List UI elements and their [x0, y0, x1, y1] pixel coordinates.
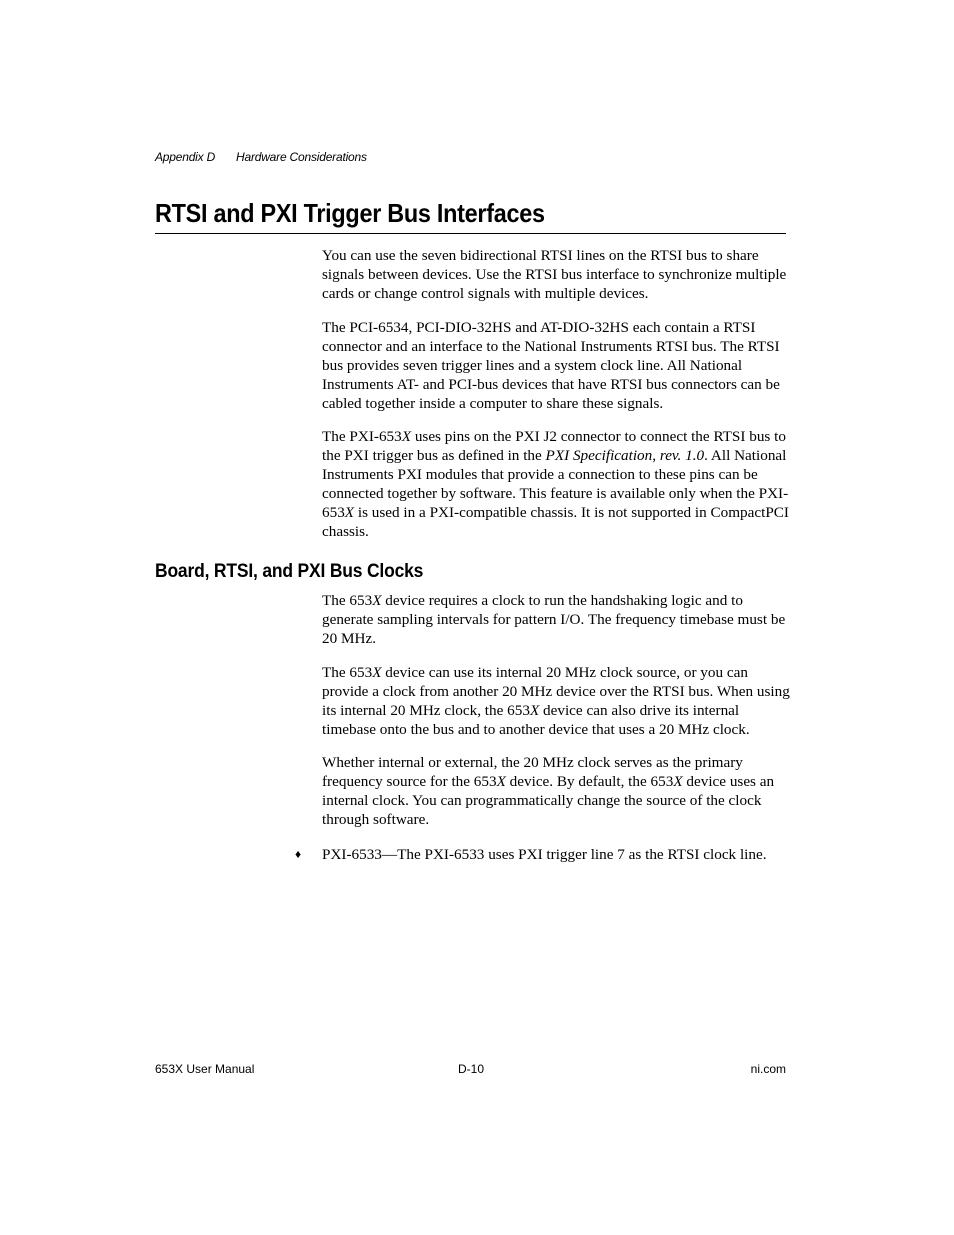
- bullet-text: PXI-6533—The PXI-6533 uses PXI trigger line 7 as the RTSI clock line.: [322, 846, 767, 863]
- intro-paragraph-1: [322, 246, 792, 303]
- running-header: [155, 150, 367, 164]
- clocks-p3-text: Whether internal or external, the 20 MHz clock serves as the primary frequency source for the 653X device. By default, the 653X device uses an internal clock. You can programmatically change the source of the clock through software.: [322, 754, 775, 828]
- intro-p2-text: The PCI-6534, PCI-DIO-32HS and AT-DIO-32HS each contain a RTSI connector and an interface to the National Instruments RTSI bus. The RTSI bus provides seven trigger lines and a system clock line. All National Instruments AT- and PCI-bus devices that have RTSI bus connectors can be cabled together inside a computer to share these signals.: [322, 319, 780, 412]
- header-appendix: Appendix D: [155, 150, 216, 164]
- intro-paragraph-2: [322, 318, 792, 413]
- footer-website: ni.com: [750, 1062, 786, 1076]
- intro-paragraph-3: [322, 427, 792, 541]
- header-section: Hardware Considerations: [236, 150, 367, 164]
- diamond-bullet-icon: ♦: [295, 847, 302, 861]
- section-heading: Board, RTSI, and PXI Bus Clocks: [155, 561, 424, 582]
- clocks-paragraph-1: [322, 591, 792, 648]
- clocks-paragraph-3: [322, 753, 792, 829]
- footer-manual-title: 653X User Manual: [155, 1062, 255, 1076]
- clocks-p1-text: The 653X device requires a clock to run the handshaking logic and to generate sampling intervals for pattern I/O. The frequency timebase must be 20 MHz.: [322, 592, 786, 647]
- title-rule: [155, 233, 786, 234]
- page-title: RTSI and PXI Trigger Bus Interfaces: [155, 198, 545, 228]
- clocks-p2-text: The 653X device can use its internal 20 MHz clock source, or you can provide a clock from another 20 MHz device over the RTSI bus. When using its internal 20 MHz clock, the 653X device can also drive its internal timebase onto the bus and to another device that uses a 20 MHz clock.: [322, 664, 790, 738]
- intro-p3-text: The PXI-653X uses pins on the PXI J2 connector to connect the RTSI bus to the PXI trigger bus as defined in the PXI Specification, rev. 1.0. All National Instruments PXI modules that provide a connection to these pins can be connected together by software. This feature is available only when the PXI-653X is used in a PXI-compatible chassis. It is not supported in CompactPCI chassis.: [322, 428, 789, 540]
- footer-page-number: D-10: [458, 1062, 485, 1076]
- intro-p1-text: You can use the seven bidirectional RTSI lines on the RTSI bus to share signals between devices. Use the RTSI bus interface to synchronize multiple cards or change control signals with multiple devices.: [322, 247, 787, 302]
- clocks-paragraph-2: [322, 663, 792, 739]
